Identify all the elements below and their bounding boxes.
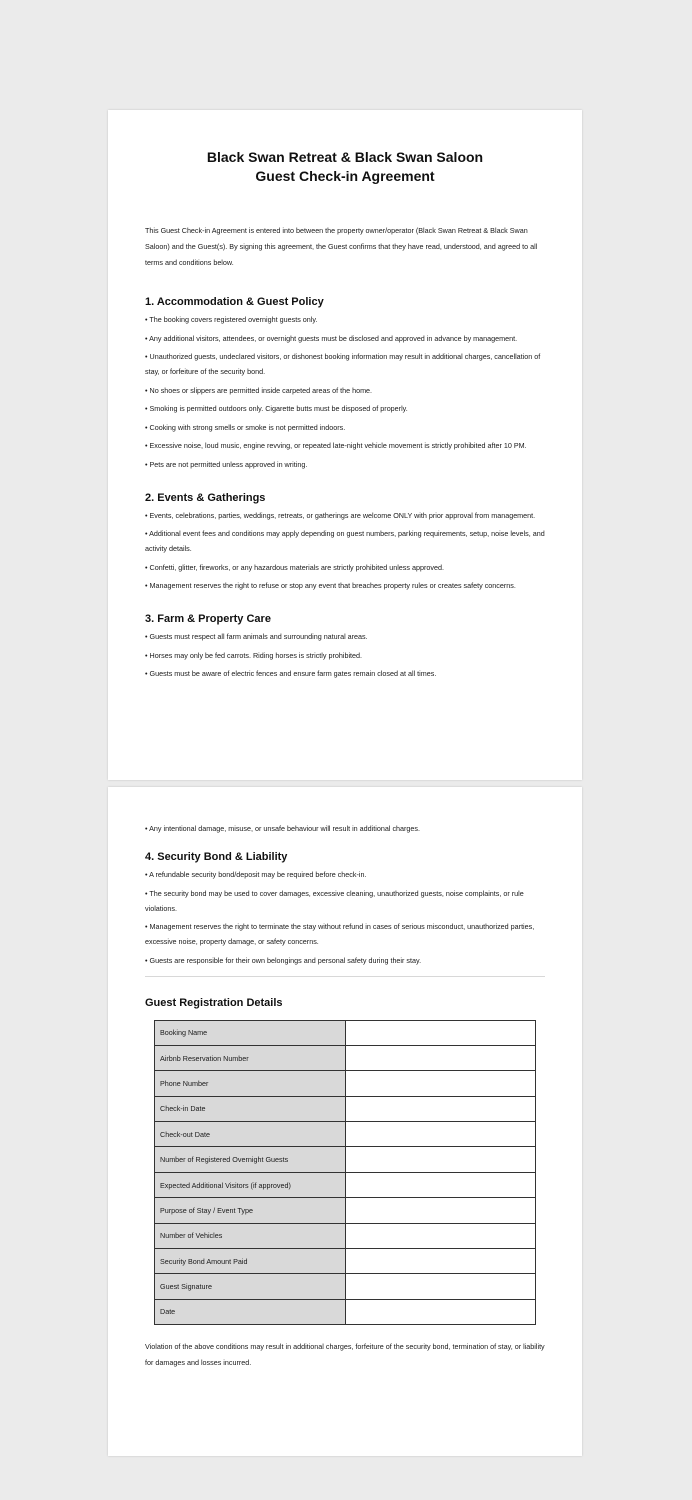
bullet-item: • Events, celebrations, parties, weddings, retreats, or gatherings are welcome ONLY with prior approval from management.: [145, 508, 545, 523]
bullet-item: • Any additional visitors, attendees, or overnight guests must be disclosed and approved in advance by management.: [145, 331, 545, 346]
bullet-item: • Cooking with strong smells or smoke is not permitted indoors.: [145, 420, 545, 435]
bullet-item: • Guests must respect all farm animals and surrounding natural areas.: [145, 629, 545, 644]
table-row: [155, 1172, 536, 1197]
bullet-list: [145, 867, 545, 968]
field-label: Expected Additional Visitors (if approved): [155, 1172, 346, 1197]
date-field[interactable]: [346, 1299, 536, 1324]
document-title: [145, 148, 545, 186]
bullet-item: • Additional event fees and conditions may apply depending on guest numbers, parking requirements, setup, noise levels, and activity details.: [145, 526, 545, 556]
bullet-list: [145, 312, 545, 472]
additional-visitors-field[interactable]: [346, 1172, 536, 1197]
bullet-item: • No shoes or slippers are permitted inside carpeted areas of the home.: [145, 383, 545, 398]
bond-amount-field[interactable]: [346, 1249, 536, 1274]
bullet-list: [145, 508, 545, 594]
section-farm: [145, 612, 545, 681]
bullet-item: • Unauthorized guests, undeclared visitors, or dishonest booking information may result in additional charges, cancellation of stay, or forfeiture of the security bond.: [145, 349, 545, 379]
registration-table: [154, 1020, 536, 1326]
section-title: 2. Events & Gatherings: [145, 491, 266, 504]
divider: [145, 976, 545, 977]
field-label: Check-out Date: [155, 1122, 346, 1147]
table-row: [155, 1223, 536, 1248]
purpose-of-stay-field[interactable]: [346, 1198, 536, 1223]
guest-count-field[interactable]: [346, 1147, 536, 1172]
field-label: Number of Registered Overnight Guests: [155, 1147, 346, 1172]
bullet-item: • A refundable security bond/deposit may be required before check-in.: [145, 867, 545, 882]
table-row: [155, 1274, 536, 1299]
field-label: Number of Vehicles: [155, 1223, 346, 1248]
bullet-list: [145, 821, 545, 836]
bullet-item: • Horses may only be fed carrots. Riding horses is strictly prohibited.: [145, 648, 545, 663]
bullet-item: • Confetti, glitter, fireworks, or any hazardous materials are strictly prohibited unless approved.: [145, 560, 545, 575]
table-row: [155, 1249, 536, 1274]
section-title: 1. Accommodation & Guest Policy: [145, 296, 324, 308]
bullet-item: • Guests must be aware of electric fences and ensure farm gates remain closed at all times.: [145, 666, 545, 681]
table-row: [155, 1071, 536, 1096]
registration-title: Guest Registration Details: [145, 996, 283, 1009]
table-row: [155, 1122, 536, 1147]
document-title-line-2: Guest Check-in Agreement: [255, 168, 435, 184]
bullet-item: • Guests are responsible for their own belongings and personal safety during their stay.: [145, 953, 545, 968]
field-label: Purpose of Stay / Event Type: [155, 1198, 346, 1223]
bullet-item: • Any intentional damage, misuse, or unsafe behaviour will result in additional charges.: [145, 821, 545, 836]
footer-note: Violation of the above conditions may result in additional charges, forfeiture of the security bond, termination of stay, or liability for damages and losses incurred.: [145, 1342, 545, 1368]
section-title: 4. Security Bond & Liability: [145, 851, 288, 863]
bullet-item: • The security bond may be used to cover damages, excessive cleaning, unauthorized guests, noise complaints, or rule violations.: [145, 886, 545, 916]
bullet-item: • Management reserves the right to terminate the stay without refund in cases of serious misconduct, unauthorized parties, excessive noise, property damage, or safety concerns.: [145, 919, 545, 949]
bullet-item: • The booking covers registered overnight guests only.: [145, 312, 545, 327]
table-row: [155, 1147, 536, 1172]
bullet-list: [145, 629, 545, 681]
field-label: Guest Signature: [155, 1274, 346, 1299]
check-out-date-field[interactable]: [346, 1122, 536, 1147]
field-label: Security Bond Amount Paid: [155, 1249, 346, 1274]
field-label: Date: [155, 1299, 346, 1324]
table-row: [155, 1045, 536, 1070]
guest-signature-field[interactable]: [346, 1274, 536, 1299]
table-row: [155, 1020, 536, 1045]
reservation-number-field[interactable]: [346, 1045, 536, 1070]
document-title-line-1: Black Swan Retreat & Black Swan Saloon: [206, 149, 484, 165]
bullet-item: • Excessive noise, loud music, engine revving, or repeated late-night vehicle movement is strictly prohibited after 10 PM.: [145, 438, 545, 453]
booking-name-field[interactable]: [346, 1020, 536, 1045]
field-label: Check-in Date: [155, 1096, 346, 1121]
document-page-1: [108, 110, 582, 780]
field-label: Booking Name: [155, 1020, 346, 1045]
field-label: Phone Number: [155, 1071, 346, 1096]
vehicle-count-field[interactable]: [346, 1223, 536, 1248]
phone-number-field[interactable]: [346, 1071, 536, 1096]
table-row: [155, 1299, 536, 1324]
bullet-item: • Pets are not permitted unless approved in writing.: [145, 457, 545, 472]
bullet-item: • Smoking is permitted outdoors only. Cigarette butts must be disposed of properly.: [145, 401, 545, 416]
section-security-bond: [145, 850, 545, 968]
section-events: [145, 491, 545, 594]
document-page-2: [108, 787, 582, 1456]
table-row: [155, 1198, 536, 1223]
section-accommodation: [145, 295, 545, 472]
intro-paragraph: This Guest Check-in Agreement is entered into between the property owner/operator (Black Swan Retreat & Black Swan Saloon) and the Guest(s). By signing this agreement, the Guest confirms that they have read, understood, and agreed to all terms and conditions below.: [145, 226, 538, 267]
table-row: [155, 1096, 536, 1121]
section-title: 3. Farm & Property Care: [145, 613, 271, 625]
field-label: Airbnb Reservation Number: [155, 1045, 346, 1070]
check-in-date-field[interactable]: [346, 1096, 536, 1121]
bullet-item: • Management reserves the right to refuse or stop any event that breaches property rules or creates safety concerns.: [145, 578, 545, 593]
